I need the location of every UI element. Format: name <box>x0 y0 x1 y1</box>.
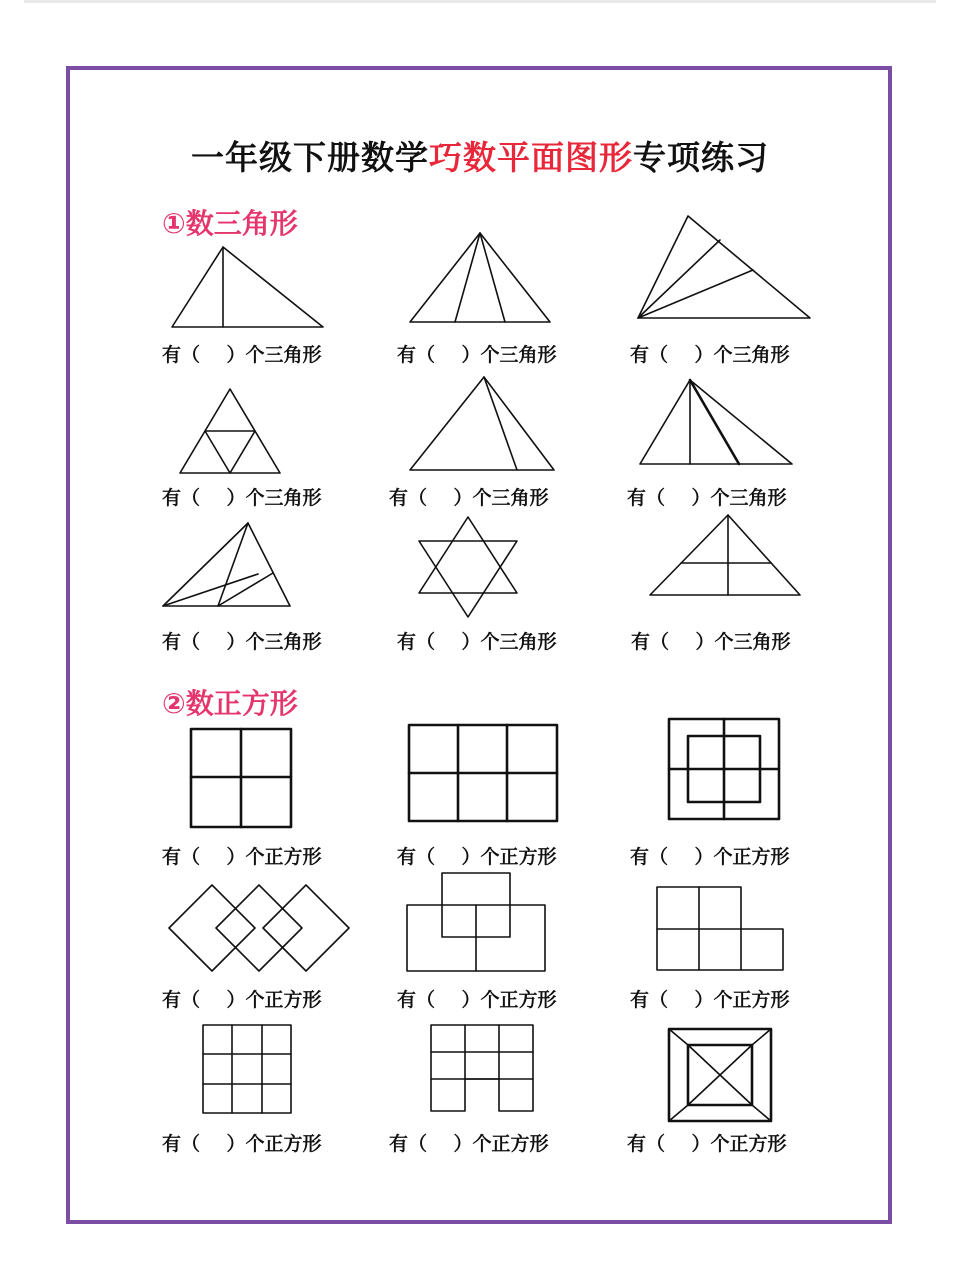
triangle-figure-8 <box>412 512 524 622</box>
square-figure-8 <box>426 1020 538 1116</box>
answer-prompt-triangle-5: 有（ ）个三角形 <box>389 487 549 509</box>
answer-prompt-triangle-7: 有（ ）个三角形 <box>162 631 322 653</box>
square-figure-1 <box>186 724 296 832</box>
title-suffix: 专项练习 <box>633 138 769 177</box>
square-figure-2 <box>404 720 562 826</box>
triangle-figure-4 <box>174 384 286 478</box>
answer-prompt-triangle-9: 有（ ）个三角形 <box>631 631 791 653</box>
answer-prompt-square-2: 有（ ）个正方形 <box>397 846 557 868</box>
triangle-figure-2 <box>400 226 560 330</box>
square-figure-7 <box>198 1020 296 1118</box>
answer-prompt-square-5: 有（ ）个正方形 <box>397 989 557 1011</box>
title-prefix: 一年级下册数学 <box>191 138 429 177</box>
square-figure-9 <box>664 1024 776 1124</box>
square-figure-4 <box>164 880 354 980</box>
answer-prompt-triangle-3: 有（ ）个三角形 <box>630 344 790 366</box>
square-figure-6 <box>652 882 790 974</box>
answer-prompt-square-6: 有（ ）个正方形 <box>630 989 790 1011</box>
title-highlight: 巧数平面图形 <box>429 138 633 177</box>
answer-prompt-square-3: 有（ ）个正方形 <box>630 846 790 868</box>
square-figure-5 <box>402 868 550 976</box>
answer-prompt-triangle-8: 有（ ）个三角形 <box>397 631 557 653</box>
triangle-figure-6 <box>634 374 798 472</box>
section-count-squares-heading: ②数正方形 <box>162 687 298 720</box>
triangle-figure-7 <box>158 518 294 612</box>
triangle-figure-1 <box>160 240 340 340</box>
answer-prompt-square-8: 有（ ）个正方形 <box>389 1133 549 1155</box>
top-divider <box>24 0 936 3</box>
section-count-triangles-heading: ①数三角形 <box>162 207 298 240</box>
page-title <box>0 132 960 179</box>
answer-prompt-triangle-4: 有（ ）个三角形 <box>162 487 322 509</box>
answer-prompt-triangle-6: 有（ ）个三角形 <box>627 487 787 509</box>
triangle-figure-5 <box>402 370 562 476</box>
answer-prompt-square-1: 有（ ）个正方形 <box>162 846 322 868</box>
answer-prompt-triangle-1: 有（ ）个三角形 <box>162 344 322 366</box>
answer-prompt-square-4: 有（ ）个正方形 <box>162 989 322 1011</box>
answer-prompt-triangle-2: 有（ ）个三角形 <box>397 344 557 366</box>
triangle-figure-3 <box>630 210 820 324</box>
square-figure-3 <box>664 714 784 824</box>
answer-prompt-square-9: 有（ ）个正方形 <box>627 1133 787 1155</box>
triangle-figure-9 <box>644 510 806 600</box>
answer-prompt-square-7: 有（ ）个正方形 <box>162 1133 322 1155</box>
